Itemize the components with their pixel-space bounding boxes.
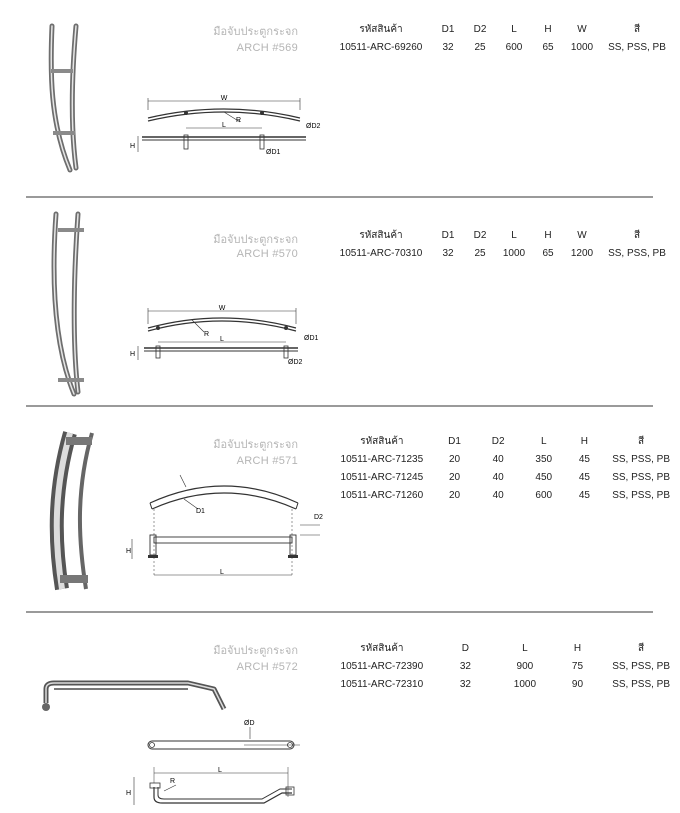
- cell-w: 1000: [570, 41, 594, 53]
- cell-h: 75: [571, 660, 584, 672]
- dimension-l-label: L: [222, 122, 226, 129]
- spec-table: [330, 226, 674, 262]
- product-section-arch-571: [0, 407, 680, 612]
- col-header-l: L: [522, 642, 528, 654]
- dimension-r-label: R: [236, 117, 242, 124]
- cell-code: 10511-ARC-71245: [340, 471, 424, 483]
- cell-color: SS, PSS, PB: [612, 678, 671, 690]
- col-header-h: H: [544, 229, 552, 241]
- cell-d2: 40: [492, 471, 504, 483]
- cell-d: 32: [459, 678, 471, 690]
- col-header-d1: D1: [441, 229, 455, 241]
- product-name-thai: มือจับประตูกระจก: [213, 234, 298, 246]
- cell-d1: 32: [442, 41, 454, 53]
- cell-h: 90: [571, 678, 584, 690]
- arch-571-technical-drawing: [124, 469, 334, 587]
- cell-d2: 25: [474, 41, 486, 53]
- product-name-en: ARCH #571: [236, 455, 298, 467]
- product-name-en: ARCH #572: [236, 661, 298, 673]
- product-section-arch-572: [0, 613, 680, 813]
- cell-l: 350: [535, 453, 553, 465]
- col-header-d1: D1: [448, 435, 461, 447]
- col-header-l: L: [511, 23, 517, 35]
- cell-code: 10511-ARC-70310: [339, 247, 423, 259]
- cell-d1: 20: [448, 489, 461, 501]
- product-section-arch-570: [0, 198, 680, 406]
- col-header-d2: D2: [473, 229, 487, 241]
- cell-code: 10511-ARC-72390: [340, 660, 424, 672]
- arch-570-technical-drawing: [128, 302, 328, 374]
- cell-d2: 40: [492, 453, 504, 465]
- cell-h: 65: [542, 41, 554, 53]
- spec-header-row: [330, 226, 674, 244]
- cell-l: 600: [535, 489, 553, 501]
- cell-h: 45: [578, 453, 590, 465]
- cell-color: SS, PSS, PB: [612, 489, 671, 501]
- table-row: [330, 486, 680, 504]
- table-row: [330, 38, 674, 56]
- cell-color: SS, PSS, PB: [612, 660, 671, 672]
- col-header-w: W: [577, 23, 587, 35]
- col-header-w: W: [577, 229, 587, 241]
- dimension-r-label: R: [204, 331, 210, 338]
- col-header-code: รหัสสินค้า: [360, 642, 404, 654]
- dimension-d2-label: ØD2: [288, 359, 303, 366]
- arch-571-handle-photo: [46, 429, 102, 593]
- col-header-code: รหัสสินค้า: [359, 23, 403, 35]
- dimension-l-label: L: [218, 767, 222, 774]
- col-header-d: D: [461, 642, 470, 654]
- col-header-code: รหัสสินค้า: [360, 435, 404, 447]
- dimension-h-label: H: [126, 790, 132, 797]
- spec-header-row: [330, 432, 680, 450]
- cell-d2: 40: [492, 489, 504, 501]
- product-name-en: ARCH #569: [236, 42, 298, 54]
- cell-w: 1200: [570, 247, 594, 259]
- col-header-d2: D2: [473, 23, 487, 35]
- cell-l: 1000: [513, 678, 537, 690]
- arch-572-handle-photo: [38, 675, 234, 715]
- cell-h: 45: [578, 471, 590, 483]
- dimension-h-label: H: [130, 351, 136, 358]
- col-header-h: H: [544, 23, 552, 35]
- arch-569-technical-drawing: [128, 92, 328, 162]
- table-row: [330, 244, 674, 262]
- cell-d1: 20: [448, 453, 461, 465]
- product-name-en: ARCH #570: [236, 248, 298, 260]
- dimension-h-label: H: [126, 548, 132, 555]
- col-header-h: H: [573, 642, 582, 654]
- table-row: [330, 657, 680, 675]
- table-row: [330, 468, 680, 486]
- cell-code: 10511-ARC-69260: [339, 41, 423, 53]
- col-header-h: H: [580, 435, 588, 447]
- arch-572-technical-drawing: [124, 717, 314, 805]
- product-section-arch-569: [0, 0, 680, 197]
- cell-l: 1000: [502, 247, 526, 259]
- cell-code: 10511-ARC-71260: [340, 489, 424, 501]
- col-header-color: สี: [638, 642, 645, 654]
- cell-d1: 20: [448, 471, 461, 483]
- cell-color: SS, PSS, PB: [608, 247, 666, 259]
- dimension-w-label: W: [220, 95, 228, 102]
- dimension-d2-label: ØD2: [306, 123, 321, 130]
- col-header-d1: D1: [441, 23, 455, 35]
- dimension-d1-label: ØD1: [266, 149, 281, 156]
- col-header-color: สี: [633, 23, 641, 35]
- spec-header-row: [330, 20, 674, 38]
- cell-l: 450: [535, 471, 553, 483]
- dimension-d2-label: D2: [314, 514, 323, 521]
- cell-d: 32: [459, 660, 471, 672]
- dimension-d1-label: D1: [196, 508, 205, 515]
- dimension-d-label: ØD: [244, 720, 255, 727]
- product-name-thai: มือจับประตูกระจก: [213, 645, 298, 657]
- cell-color: SS, PSS, PB: [608, 41, 666, 53]
- table-row: [330, 675, 680, 693]
- dimension-h-label: H: [130, 143, 136, 150]
- cell-code: 10511-ARC-71235: [340, 453, 424, 465]
- dimension-l-label: L: [220, 569, 224, 576]
- col-header-color: สี: [633, 229, 641, 241]
- cell-d2: 25: [474, 247, 486, 259]
- arch-569-handle-photo: [40, 22, 90, 174]
- spec-table: [330, 639, 680, 693]
- col-header-code: รหัสสินค้า: [359, 229, 403, 241]
- col-header-l: L: [540, 435, 547, 447]
- cell-d1: 32: [442, 247, 454, 259]
- spec-table: [330, 20, 674, 56]
- cell-h: 65: [542, 247, 554, 259]
- arch-570-handle-photo: [44, 210, 90, 398]
- cell-color: SS, PSS, PB: [612, 453, 671, 465]
- table-row: [330, 450, 680, 468]
- cell-l: 600: [505, 41, 523, 53]
- cell-color: SS, PSS, PB: [612, 471, 671, 483]
- product-name-thai: มือจับประตูกระจก: [213, 439, 298, 451]
- cell-l: 900: [516, 660, 534, 672]
- col-header-d2: D2: [491, 435, 505, 447]
- col-header-color: สี: [638, 435, 645, 447]
- dimension-l-label: L: [220, 336, 224, 343]
- cell-h: 45: [578, 489, 590, 501]
- cell-code: 10511-ARC-72310: [340, 678, 424, 690]
- product-name-thai: มือจับประตูกระจก: [213, 26, 298, 38]
- dimension-w-label: W: [218, 305, 226, 312]
- dimension-d1-label: ØD1: [304, 335, 319, 342]
- col-header-l: L: [511, 229, 517, 241]
- spec-table: [330, 432, 680, 504]
- dimension-r-label: R: [170, 778, 176, 785]
- spec-header-row: [330, 639, 680, 657]
